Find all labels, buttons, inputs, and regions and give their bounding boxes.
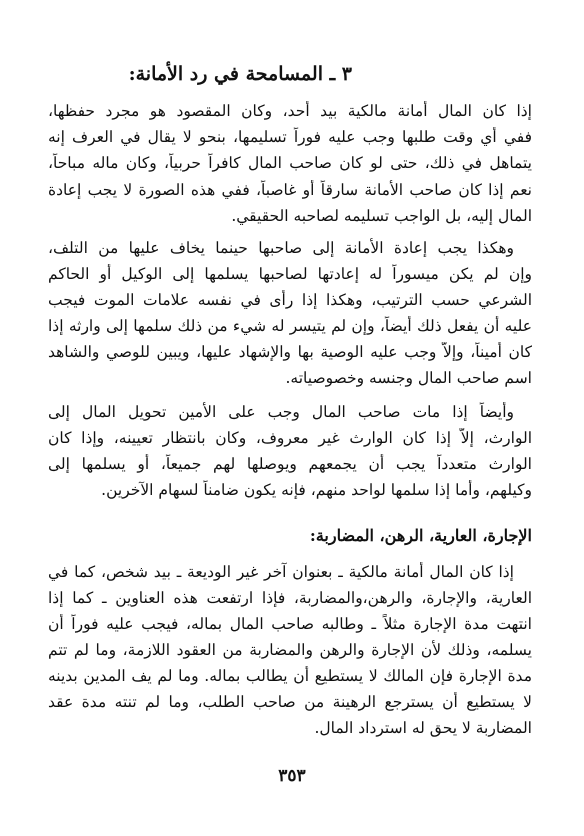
paragraph4-line-1: إذا كان المال أمانة مالكية ـ بعنوان آخر غير الوديعة ـ بيد شخص، كما في — [48, 563, 514, 581]
paragraph4-line-3: انتهت مدة الإجارة مثلاً ـ وطالبه صاحب المال بماله، فيجب عليه فوراً أن — [48, 615, 532, 633]
paragraph1-line-3: يتماهل في ذلك، حتى لو كان صاحب المال كافراً حربياً، وكان ماله مباحاً، — [48, 154, 532, 172]
paragraph1-line-1: إذا كان المال أمانة مالكية بيد أحد، وكان المقصود هو مجرد حفظها، — [48, 102, 532, 120]
paragraph3-line-3: الوارث متعدداً يجب أن يجمعهم ويوصلها لهم جميعاً، أو يسلمها إلى — [48, 455, 532, 473]
paragraph2-line-3: الشرعي حسب الترتيب، وهكذا إذا رأى في نفسه علامات الموت فيجب — [48, 291, 532, 309]
paragraph1-line-5: المال إليه، بل الواجب تسليمه لصاحبه الحقيقي. — [231, 207, 532, 225]
paragraph3-line-2: الوارث، إلاّ إذا كان الوارث غير معروف، وكان بانتظار تعيينه، وإذا كان — [48, 429, 532, 447]
paragraph1-line-2: ففي أي وقت طلبها وجب عليه فوراً تسليمها، بنحو لا يقال في العرف إنه — [48, 128, 532, 146]
paragraph4-line-4: يسلمه، وذلك لأن الإجارة والرهن والمضاربة من العقود اللازمة، وما لم تتم — [48, 641, 532, 659]
section-heading: ٣ ـ المسامحة في رد الأمانة: — [128, 63, 352, 85]
paragraph2-line-2: وإن لم يكن ميسوراً له إعادتها لصاحبها يسلمها إلى الوكيل أو الحاكم — [48, 265, 532, 283]
paragraph3-line-4: وكيلهم، وأما إذا سلمها لواحد منهم، فإنه يكون ضامناً لسهام الآخرين. — [101, 481, 532, 499]
paragraph4-line-7: المضاربة لا يحق له استرداد المال. — [314, 719, 532, 737]
paragraph2-line-1: وهكذا يجب إعادة الأمانة إلى صاحبها حينما يخاف عليها من التلف، — [48, 239, 514, 257]
page-number: ٣٥٣ — [278, 766, 306, 786]
paragraph4-line-6: لا يستطيع أن يسترجع الرهينة من صاحب الطلب، وما لم تنته مدة عقد — [48, 693, 532, 711]
paragraph1-line-4: نعم إذا كان صاحب الأمانة سارقاً أو غاصباً، ففي هذه الصورة لا يجب إعادة — [48, 181, 532, 199]
paragraph2-line-4: عليه أن يفعل ذلك أيضاً، وإن لم يتيسر له شيء من ذلك سلمها إلى وارثه إذا — [48, 317, 532, 335]
paragraph3-line-1: وأيضاً إذا مات صاحب المال وجب على الأمين تحويل المال إلى — [48, 403, 514, 421]
subsection-heading: الإجارة، العارية، الرهن، المضاربة: — [309, 526, 532, 545]
paragraph2-line-6: اسم صاحب المال وجنسه وخصوصياته. — [285, 369, 532, 387]
paragraph4-line-5: مدة الإجارة فإن المالك لا يستطيع أن يطالب بماله. وما لم يف المدين بدينه — [48, 667, 532, 685]
paragraph2-line-5: كان أميناً، وإلاّ وجب عليه الوصية بها والإشهاد عليها، ويبين للوصي والشاهد — [48, 343, 532, 361]
paragraph4-line-2: العارية، والإجارة، والرهن،والمضاربة، فإذا ارتفعت هذه العناوين ـ كما إذا — [48, 589, 532, 607]
